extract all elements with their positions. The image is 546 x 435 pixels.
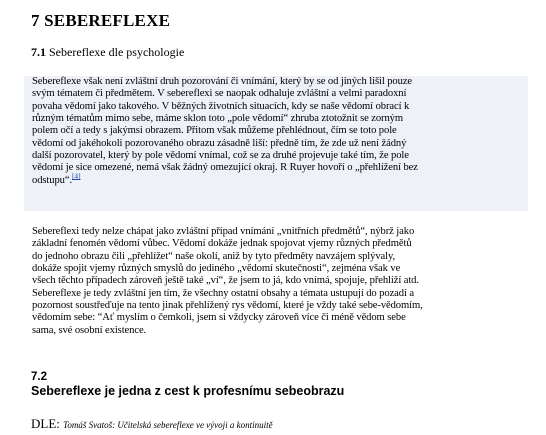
section-heading-7-2 (31, 370, 344, 398)
footnote-link[interactable]: [4] (72, 171, 81, 181)
paragraph-last-line (32, 171, 528, 187)
source-citation (31, 415, 273, 433)
paragraph-line: vědomím sebe: “Ať myslím o čemkoli, jsem si vždycky zároveň více či méně vědom sebe (32, 312, 406, 324)
source-text: Tomáš Svatoš: Učitelská sebereflexe ve vývoji a kontinuitě (63, 420, 273, 430)
paragraph-line: povaha vědomí jako takového. V běžných životních situacích, kdy se naše vědomí obrací k (32, 100, 410, 112)
paragraph-line: vědomí od jakéhokoli pozorovaného obrazu zásadně liší: předně tím, že zde už není žádný (32, 137, 407, 149)
paragraph-line: Sebereflexi tedy nelze chápat jako zvláštní případ vnímání „vnitřních předmětů“, nýbrž jako (32, 226, 415, 237)
highlighted-paragraph (24, 76, 528, 211)
paragraph-line: Sebereflexe je tedy zvláštní jen tím, že všechny ostatní obsahy a témata ustupují do pozadí a (32, 287, 414, 299)
paragraph-line: všech těchto případech zároveň ještě také „ví“, že jsem to já, kdo vnímá, spojuje, přehlíží atd. (32, 275, 419, 287)
source-label: DLE: (31, 416, 64, 431)
paragraph-line: polem očí a tedy s jakýmsi obrazem. Přitom však můžeme přehlédnout, čím se toto pole (32, 125, 397, 137)
section-title: Sebereflexe dle psychologie (46, 45, 185, 59)
paragraph-line: dokáže spojit vjemy různých smyslů do jediného „vědomí skutečnosti“, zejména však ve (32, 263, 401, 275)
paragraph-line: svým tématem či předmětem. V sebereflexi se naopak odhaluje zvláštní a velmi paradoxní (32, 88, 407, 100)
paragraph-line: do jednoho obrazu čili „přehlížet“ naše okolí, aniž by tyto předměty navzájem splývaly, (32, 250, 396, 262)
section-heading-7-1 (31, 45, 184, 60)
paragraph-line: vědomí je sice omezené, nemá však žádný omezující okraj. R Ruyer hovoří o „přehlížení bez (32, 162, 418, 174)
paragraph-line: Sebereflexe však není zvláštní druh pozorování či vnímání, který by se od jiných lišil pouze (32, 76, 413, 87)
paragraph-line-text: odstupu“. (32, 174, 73, 186)
section-number: 7.2 (31, 371, 47, 383)
paragraph-line: sama, své osobní existence. (32, 324, 147, 336)
paragraph-line: pozornost soustřeďuje na tento jinak přehlížený rys vědomí, které je vždy také sebe-vědomím, (32, 300, 423, 312)
paragraph-line: další pozorovatel, který by pole vědomí vnímal, což se za druhé projevuje také tím, že pole (32, 150, 409, 162)
section-number: 7.1 (31, 45, 46, 59)
paragraph-line: různým tématům mimo sebe, máme sklon toto „pole vědomí“ zhruba ztotožnit se zorným (32, 113, 404, 125)
section-title: Sebereflexe je jedna z cest k profesnímu sebeobrazu (31, 384, 345, 398)
paragraph-line: základní fenomén vědomí vůbec. Vědomí dokáže jednak spojovat vjemy různých předmětů (32, 238, 412, 250)
paragraph (24, 226, 528, 337)
chapter-heading: 7 SEBEREFLEXE (31, 11, 171, 30)
